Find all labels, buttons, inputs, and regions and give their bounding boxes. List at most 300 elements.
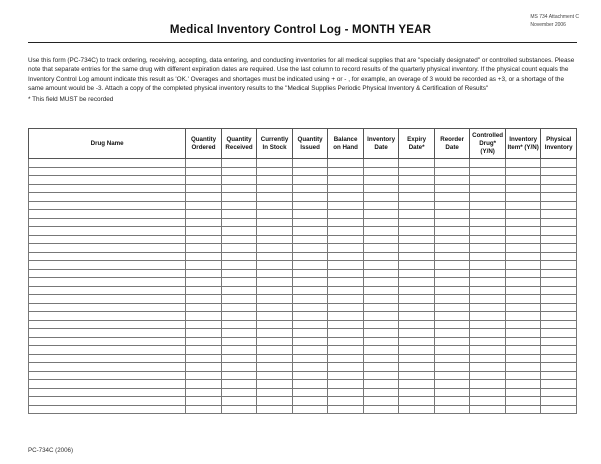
table-cell bbox=[221, 397, 257, 406]
table-cell bbox=[541, 176, 577, 185]
table-cell bbox=[221, 405, 257, 414]
table-cell bbox=[434, 184, 470, 193]
table-cell bbox=[186, 397, 222, 406]
table-cell bbox=[29, 261, 186, 270]
table-cell bbox=[221, 337, 257, 346]
table-cell bbox=[399, 227, 435, 236]
table-cell bbox=[470, 295, 506, 304]
table-cell bbox=[363, 346, 399, 355]
table-cell bbox=[29, 269, 186, 278]
table-cell bbox=[399, 405, 435, 414]
table-cell bbox=[470, 278, 506, 287]
table-cell bbox=[29, 303, 186, 312]
table-cell bbox=[292, 286, 328, 295]
table-cell bbox=[434, 388, 470, 397]
table-cell bbox=[434, 244, 470, 253]
table-cell bbox=[470, 380, 506, 389]
table-cell bbox=[434, 337, 470, 346]
table-cell bbox=[363, 159, 399, 168]
table-cell bbox=[221, 227, 257, 236]
table-cell bbox=[186, 354, 222, 363]
column-header-controlled-drug: Controlled Drug* (Y/N) bbox=[470, 129, 506, 159]
table-cell bbox=[257, 371, 293, 380]
table-cell bbox=[399, 184, 435, 193]
table-cell bbox=[221, 380, 257, 389]
column-header-quantity-ordered: Quantity Ordered bbox=[186, 129, 222, 159]
table-cell bbox=[221, 329, 257, 338]
table-cell bbox=[186, 329, 222, 338]
table-cell bbox=[328, 320, 364, 329]
table-cell bbox=[257, 159, 293, 168]
table-cell bbox=[505, 218, 541, 227]
table-cell bbox=[328, 346, 364, 355]
table-cell bbox=[29, 184, 186, 193]
title-divider bbox=[28, 42, 577, 43]
table-cell bbox=[434, 227, 470, 236]
table-cell bbox=[328, 295, 364, 304]
table-cell bbox=[399, 159, 435, 168]
table-cell bbox=[363, 278, 399, 287]
table-cell bbox=[292, 278, 328, 287]
table-cell bbox=[292, 320, 328, 329]
table-cell bbox=[257, 261, 293, 270]
table-cell bbox=[186, 371, 222, 380]
table-cell bbox=[328, 252, 364, 261]
table-cell bbox=[29, 167, 186, 176]
table-cell bbox=[292, 269, 328, 278]
column-header-inventory-date: Inventory Date bbox=[363, 129, 399, 159]
table-row bbox=[29, 312, 577, 321]
table-cell bbox=[221, 354, 257, 363]
table-row bbox=[29, 397, 577, 406]
table-cell bbox=[541, 278, 577, 287]
table-cell bbox=[292, 261, 328, 270]
table-cell bbox=[505, 295, 541, 304]
table-cell bbox=[221, 320, 257, 329]
table-cell bbox=[328, 286, 364, 295]
table-cell bbox=[292, 201, 328, 210]
table-cell bbox=[434, 252, 470, 261]
table-cell bbox=[470, 235, 506, 244]
table-cell bbox=[186, 193, 222, 202]
table-cell bbox=[257, 405, 293, 414]
table-cell bbox=[186, 337, 222, 346]
table-cell bbox=[399, 329, 435, 338]
table-cell bbox=[186, 278, 222, 287]
table-cell bbox=[257, 235, 293, 244]
table-cell bbox=[221, 278, 257, 287]
table-cell bbox=[363, 193, 399, 202]
table-cell bbox=[505, 329, 541, 338]
table-cell bbox=[399, 346, 435, 355]
column-header-quantity-issued: Quantity Issued bbox=[292, 129, 328, 159]
table-cell bbox=[186, 201, 222, 210]
table-cell bbox=[186, 320, 222, 329]
table-cell bbox=[29, 312, 186, 321]
table-cell bbox=[257, 312, 293, 321]
table-cell bbox=[221, 235, 257, 244]
table-cell bbox=[399, 201, 435, 210]
table-cell bbox=[541, 235, 577, 244]
table-row bbox=[29, 405, 577, 414]
table-cell bbox=[186, 312, 222, 321]
table-cell bbox=[29, 176, 186, 185]
table-cell bbox=[257, 227, 293, 236]
table-cell bbox=[29, 278, 186, 287]
table-cell bbox=[29, 227, 186, 236]
table-cell bbox=[434, 371, 470, 380]
table-cell bbox=[470, 405, 506, 414]
table-cell bbox=[328, 184, 364, 193]
table-cell bbox=[328, 235, 364, 244]
table-cell bbox=[470, 218, 506, 227]
table-row bbox=[29, 218, 577, 227]
table-cell bbox=[363, 295, 399, 304]
table-cell bbox=[186, 244, 222, 253]
table-row bbox=[29, 303, 577, 312]
table-row bbox=[29, 235, 577, 244]
table-row bbox=[29, 278, 577, 287]
table-cell bbox=[29, 329, 186, 338]
table-cell bbox=[434, 159, 470, 168]
table-cell bbox=[221, 312, 257, 321]
table-cell bbox=[221, 176, 257, 185]
table-cell bbox=[29, 371, 186, 380]
table-row bbox=[29, 184, 577, 193]
table-cell bbox=[328, 193, 364, 202]
table-cell bbox=[434, 312, 470, 321]
table-cell bbox=[29, 320, 186, 329]
table-cell bbox=[29, 363, 186, 372]
required-field-note: * This field MUST be recorded bbox=[28, 96, 114, 104]
table-cell bbox=[505, 159, 541, 168]
table-cell bbox=[399, 218, 435, 227]
table-row bbox=[29, 227, 577, 236]
table-cell bbox=[29, 346, 186, 355]
table-cell bbox=[541, 329, 577, 338]
page-title: Medical Inventory Control Log - MONTH YEAR bbox=[169, 24, 432, 36]
table-cell bbox=[399, 252, 435, 261]
table-cell bbox=[292, 184, 328, 193]
table-row bbox=[29, 346, 577, 355]
table-cell bbox=[399, 176, 435, 185]
table-cell bbox=[363, 380, 399, 389]
table-cell bbox=[257, 269, 293, 278]
table-cell bbox=[470, 184, 506, 193]
table-cell bbox=[257, 218, 293, 227]
table-cell bbox=[470, 201, 506, 210]
table-cell bbox=[292, 167, 328, 176]
table-cell bbox=[541, 397, 577, 406]
table-cell bbox=[434, 295, 470, 304]
table-cell bbox=[29, 405, 186, 414]
table-cell bbox=[505, 210, 541, 219]
table-cell bbox=[186, 261, 222, 270]
table-cell bbox=[186, 210, 222, 219]
table-cell bbox=[186, 286, 222, 295]
table-cell bbox=[257, 244, 293, 253]
table-cell bbox=[470, 388, 506, 397]
table-cell bbox=[363, 371, 399, 380]
table-cell bbox=[399, 388, 435, 397]
table-row bbox=[29, 286, 577, 295]
table-cell bbox=[399, 397, 435, 406]
table-cell bbox=[221, 244, 257, 253]
table-cell bbox=[328, 363, 364, 372]
table-cell bbox=[363, 261, 399, 270]
table-cell bbox=[399, 303, 435, 312]
table-cell bbox=[470, 261, 506, 270]
table-cell bbox=[186, 380, 222, 389]
table-row bbox=[29, 295, 577, 304]
table-cell bbox=[186, 159, 222, 168]
table-cell bbox=[434, 320, 470, 329]
table-cell bbox=[257, 176, 293, 185]
table-cell bbox=[29, 244, 186, 253]
table-cell bbox=[292, 354, 328, 363]
table-row bbox=[29, 354, 577, 363]
table-cell bbox=[292, 329, 328, 338]
table-row bbox=[29, 329, 577, 338]
table-cell bbox=[221, 363, 257, 372]
table-cell bbox=[257, 278, 293, 287]
table-cell bbox=[434, 278, 470, 287]
table-body bbox=[29, 159, 577, 414]
table-cell bbox=[399, 278, 435, 287]
table-cell bbox=[292, 346, 328, 355]
table-cell bbox=[434, 397, 470, 406]
table-cell bbox=[399, 295, 435, 304]
table-row bbox=[29, 252, 577, 261]
table-cell bbox=[399, 235, 435, 244]
table-cell bbox=[257, 337, 293, 346]
table-cell bbox=[505, 337, 541, 346]
table-cell bbox=[505, 397, 541, 406]
table-cell bbox=[29, 252, 186, 261]
table-cell bbox=[292, 227, 328, 236]
table-cell bbox=[328, 405, 364, 414]
table-cell bbox=[221, 295, 257, 304]
table-cell bbox=[257, 201, 293, 210]
table-cell bbox=[328, 329, 364, 338]
table-cell bbox=[505, 286, 541, 295]
table-cell bbox=[505, 380, 541, 389]
table-cell bbox=[363, 363, 399, 372]
table-cell bbox=[541, 184, 577, 193]
table-cell bbox=[257, 363, 293, 372]
table-cell bbox=[328, 388, 364, 397]
table-cell bbox=[363, 303, 399, 312]
table-cell bbox=[363, 176, 399, 185]
table-cell bbox=[363, 397, 399, 406]
table-cell bbox=[257, 354, 293, 363]
table-cell bbox=[363, 312, 399, 321]
table-cell bbox=[363, 329, 399, 338]
table-cell bbox=[292, 210, 328, 219]
table-cell bbox=[221, 371, 257, 380]
table-cell bbox=[328, 380, 364, 389]
table-cell bbox=[434, 261, 470, 270]
table-cell bbox=[221, 201, 257, 210]
table-cell bbox=[221, 286, 257, 295]
table-cell bbox=[541, 167, 577, 176]
table-cell bbox=[328, 261, 364, 270]
table-cell bbox=[505, 252, 541, 261]
table-cell bbox=[363, 354, 399, 363]
table-cell bbox=[328, 371, 364, 380]
column-header-reorder-date: Reorder Date bbox=[434, 129, 470, 159]
table-cell bbox=[257, 329, 293, 338]
table-cell bbox=[434, 167, 470, 176]
table-cell bbox=[470, 167, 506, 176]
table-cell bbox=[363, 184, 399, 193]
table-row bbox=[29, 261, 577, 270]
table-cell bbox=[29, 201, 186, 210]
table-cell bbox=[505, 193, 541, 202]
table-cell bbox=[541, 218, 577, 227]
table-row bbox=[29, 210, 577, 219]
table-cell bbox=[328, 354, 364, 363]
table-cell bbox=[470, 354, 506, 363]
table-row bbox=[29, 176, 577, 185]
table-cell bbox=[363, 337, 399, 346]
instructions-text: Use this form (PC-734C) to track ordering, receiving, accepting, data entering, and conducting inventories for all medical supplies that are "specially designated" or controlled substances. Please note that separate entries for the same drug with different expiration dates are required. Use the last column to record results of the quarterly physical inventory. If the physical count equals the Inventory Control Log amount indicate this result as 'OK.' Overages and shortages must be indicated using + or - , for example, an overage of 3 would be recorded as +3, or a shortage of the same amount would be -3. Attach a copy of the completed physical inventory results to the "Medical Supplies Periodic Physical Inventory & Certification of Results" bbox=[28, 57, 575, 92]
table-cell bbox=[328, 278, 364, 287]
table-cell bbox=[292, 235, 328, 244]
table-cell bbox=[470, 244, 506, 253]
table-cell bbox=[221, 269, 257, 278]
table-cell bbox=[221, 167, 257, 176]
table-cell bbox=[505, 363, 541, 372]
table-cell bbox=[399, 269, 435, 278]
table-cell bbox=[292, 295, 328, 304]
table-cell bbox=[505, 405, 541, 414]
column-header-currently-in-stock: Currently In Stock bbox=[257, 129, 293, 159]
table-cell bbox=[328, 269, 364, 278]
table-cell bbox=[541, 201, 577, 210]
table-cell bbox=[257, 295, 293, 304]
table-cell bbox=[363, 405, 399, 414]
table-cell bbox=[541, 405, 577, 414]
table-cell bbox=[186, 346, 222, 355]
table-cell bbox=[221, 193, 257, 202]
column-header-physical-inventory: Physical Inventory bbox=[541, 129, 577, 159]
table-cell bbox=[257, 286, 293, 295]
table-cell bbox=[186, 252, 222, 261]
table-cell bbox=[541, 261, 577, 270]
table-cell bbox=[363, 269, 399, 278]
table-cell bbox=[399, 193, 435, 202]
table-cell bbox=[470, 363, 506, 372]
table-cell bbox=[29, 159, 186, 168]
table-cell bbox=[541, 320, 577, 329]
table-cell bbox=[541, 227, 577, 236]
table-cell bbox=[505, 320, 541, 329]
table-cell bbox=[257, 346, 293, 355]
table-cell bbox=[292, 244, 328, 253]
table-cell bbox=[434, 346, 470, 355]
table-cell bbox=[363, 167, 399, 176]
table-cell bbox=[505, 235, 541, 244]
table-cell bbox=[221, 261, 257, 270]
table-cell bbox=[470, 312, 506, 321]
table-cell bbox=[257, 380, 293, 389]
table-cell bbox=[434, 329, 470, 338]
table-cell bbox=[186, 388, 222, 397]
form-number: PC-734C (2006) bbox=[28, 447, 74, 454]
table-cell bbox=[541, 371, 577, 380]
table-cell bbox=[221, 346, 257, 355]
table-cell bbox=[257, 303, 293, 312]
table-cell bbox=[505, 201, 541, 210]
table-cell bbox=[29, 286, 186, 295]
table-cell bbox=[221, 303, 257, 312]
table-cell bbox=[505, 244, 541, 253]
table-cell bbox=[470, 269, 506, 278]
table-row bbox=[29, 371, 577, 380]
table-cell bbox=[434, 303, 470, 312]
table-cell bbox=[221, 218, 257, 227]
table-cell bbox=[363, 235, 399, 244]
table-cell bbox=[505, 227, 541, 236]
table-cell bbox=[470, 371, 506, 380]
table-cell bbox=[541, 159, 577, 168]
table-cell bbox=[470, 227, 506, 236]
table-row bbox=[29, 363, 577, 372]
table-cell bbox=[292, 405, 328, 414]
column-header-quantity-received: Quantity Received bbox=[221, 129, 257, 159]
table-cell bbox=[257, 184, 293, 193]
table-cell bbox=[434, 354, 470, 363]
table-cell bbox=[292, 176, 328, 185]
table-cell bbox=[328, 159, 364, 168]
table-cell bbox=[399, 261, 435, 270]
table-row bbox=[29, 380, 577, 389]
table-cell bbox=[541, 337, 577, 346]
table-cell bbox=[470, 210, 506, 219]
table-cell bbox=[186, 184, 222, 193]
table-cell bbox=[186, 167, 222, 176]
table-cell bbox=[399, 363, 435, 372]
table-cell bbox=[363, 320, 399, 329]
table-cell bbox=[470, 320, 506, 329]
table-cell bbox=[292, 312, 328, 321]
table-cell bbox=[186, 269, 222, 278]
table-cell bbox=[434, 201, 470, 210]
table-cell bbox=[29, 397, 186, 406]
table-cell bbox=[328, 167, 364, 176]
table-cell bbox=[505, 303, 541, 312]
table-cell bbox=[257, 210, 293, 219]
table-cell bbox=[541, 295, 577, 304]
table-cell bbox=[292, 397, 328, 406]
table-cell bbox=[292, 363, 328, 372]
table-cell bbox=[328, 218, 364, 227]
table-cell bbox=[505, 176, 541, 185]
table-cell bbox=[541, 269, 577, 278]
table-cell bbox=[541, 354, 577, 363]
table-cell bbox=[505, 278, 541, 287]
table-cell bbox=[328, 312, 364, 321]
table-cell bbox=[470, 329, 506, 338]
table-cell bbox=[505, 261, 541, 270]
table-row bbox=[29, 193, 577, 202]
table-cell bbox=[505, 346, 541, 355]
table-cell bbox=[221, 210, 257, 219]
table-cell bbox=[399, 244, 435, 253]
table-cell bbox=[399, 371, 435, 380]
table-cell bbox=[186, 295, 222, 304]
